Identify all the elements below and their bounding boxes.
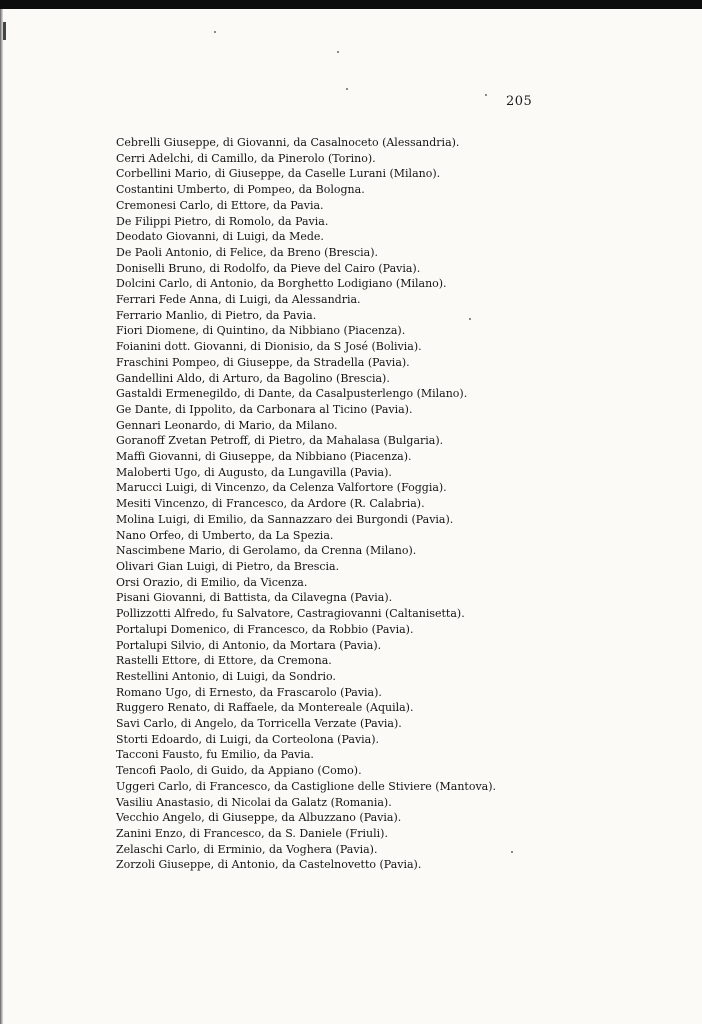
scan-top-border [0, 0, 702, 9]
list-item: Savi Carlo, di Angelo, da Torricella Verzate (Pavia). [116, 717, 402, 731]
list-item: Doniselli Bruno, di Rodolfo, da Pieve del Cairo (Pavia). [116, 261, 421, 275]
list-item: Foianini dott. Giovanni, di Dionisio, da S José (Bolivia). [116, 340, 422, 354]
list-item: Nano Orfeo, di Umberto, da La Spezia. [116, 528, 334, 542]
list-item: Storti Edoardo, di Luigi, da Corteolona (Pavia). [116, 732, 380, 746]
list-item: Rastelli Ettore, di Ettore, da Cremona. [116, 654, 332, 668]
scan-mark [3, 22, 6, 40]
list-item: Mesiti Vincenzo, di Francesco, da Ardore (R. Calabria). [116, 497, 425, 511]
list-item: Marucci Luigi, di Vincenzo, da Celenza Valfortore (Foggia). [116, 481, 447, 495]
list-item: Goranoff Zvetan Petroff, di Pietro, da Mahalasa (Bulgaria). [116, 434, 444, 448]
list-item: Fiori Diomene, di Quintino, da Nibbiano (Piacenza). [116, 324, 406, 338]
list-item: Romano Ugo, di Ernesto, da Frascarolo (Pavia). [116, 685, 382, 699]
list-item: Molina Luigi, di Emilio, da Sannazzaro dei Burgondi (Pavia). [116, 512, 454, 526]
list-item: Portalupi Domenico, di Francesco, da Robbio (Pavia). [116, 622, 414, 636]
list-item: Zanini Enzo, di Francesco, da S. Daniele (Friuli). [116, 826, 388, 840]
list-item: Gennari Leonardo, di Mario, da Milano. [116, 418, 338, 432]
scan-left-border [0, 9, 3, 1024]
list-item: Costantini Umberto, di Pompeo, da Bologna. [116, 183, 365, 197]
scan-speck [346, 88, 348, 90]
list-item: Portalupi Silvio, di Antonio, da Mortara (Pavia). [116, 638, 382, 652]
list-item: Corbellini Mario, di Giuseppe, da Caselle Lurani (Milano). [116, 167, 441, 181]
list-item: Gandellini Aldo, di Arturo, da Bagolino (Brescia). [116, 371, 390, 385]
list-item: Ferrari Fede Anna, di Luigi, da Alessandria. [116, 293, 361, 307]
list-item: Gastaldi Ermenegildo, di Dante, da Casalpusterlengo (Milano). [116, 387, 468, 401]
list-item: Tacconi Fausto, fu Emilio, da Pavia. [116, 748, 314, 762]
list-item: De Filippi Pietro, di Romolo, da Pavia. [116, 214, 329, 228]
list-item: Maloberti Ugo, di Augusto, da Lungavilla (Pavia). [116, 465, 392, 479]
list-item: Cerri Adelchi, di Camillo, da Pinerolo (Torino). [116, 151, 376, 165]
list-item: Olivari Gian Luigi, di Pietro, da Brescia. [116, 559, 340, 573]
list-item: Nascimbene Mario, di Gerolamo, da Crenna (Milano). [116, 544, 417, 558]
list-item: Pollizzotti Alfredo, fu Salvatore, Castragiovanni (Caltanisetta). [116, 607, 465, 621]
list-item: Dolcini Carlo, di Antonio, da Borghetto Lodigiano (Milano). [116, 277, 447, 291]
list-item: Pisani Giovanni, di Battista, da Cilavegna (Pavia). [116, 591, 393, 605]
name-list [116, 135, 496, 873]
list-item: Ferrario Manlio, di Pietro, da Pavia. [116, 308, 317, 322]
list-item: Vasiliu Anastasio, di Nicolai da Galatz (Romania). [116, 795, 392, 809]
list-item: Maffi Giovanni, di Giuseppe, da Nibbiano (Piacenza). [116, 450, 412, 464]
scan-speck [214, 31, 216, 33]
list-item: Orsi Orazio, di Emilio, da Vicenza. [116, 575, 308, 589]
list-item: Uggeri Carlo, di Francesco, da Castiglione delle Stiviere (Mantova). [116, 779, 497, 793]
list-item: Zorzoli Giuseppe, di Antonio, da Castelnovetto (Pavia). [116, 858, 422, 872]
list-item: Fraschini Pompeo, di Giuseppe, da Stradella (Pavia). [116, 355, 410, 369]
list-item: Ge Dante, di Ippolito, da Carbonara al Ticino (Pavia). [116, 402, 413, 416]
scan-speck [485, 94, 487, 96]
scan-speck [511, 851, 513, 853]
list-item: Cremonesi Carlo, di Ettore, da Pavia. [116, 198, 324, 212]
list-item: Vecchio Angelo, di Giuseppe, da Albuzzano (Pavia). [116, 811, 402, 825]
list-item: Deodato Giovanni, di Luigi, da Mede. [116, 230, 324, 244]
page-number: 205 [506, 94, 533, 109]
scan-speck [337, 51, 339, 53]
list-item: Ruggero Renato, di Raffaele, da Montereale (Aquila). [116, 701, 414, 715]
list-item: Restellini Antonio, di Luigi, da Sondrio. [116, 669, 336, 683]
list-item: Zelaschi Carlo, di Erminio, da Voghera (Pavia). [116, 842, 378, 856]
list-item: Cebrelli Giuseppe, di Giovanni, da Casalnoceto (Alessandria). [116, 136, 460, 149]
list-item: Tencofi Paolo, di Guido, da Appiano (Como). [116, 764, 362, 778]
list-item: De Paoli Antonio, di Felice, da Breno (Brescia). [116, 245, 378, 259]
